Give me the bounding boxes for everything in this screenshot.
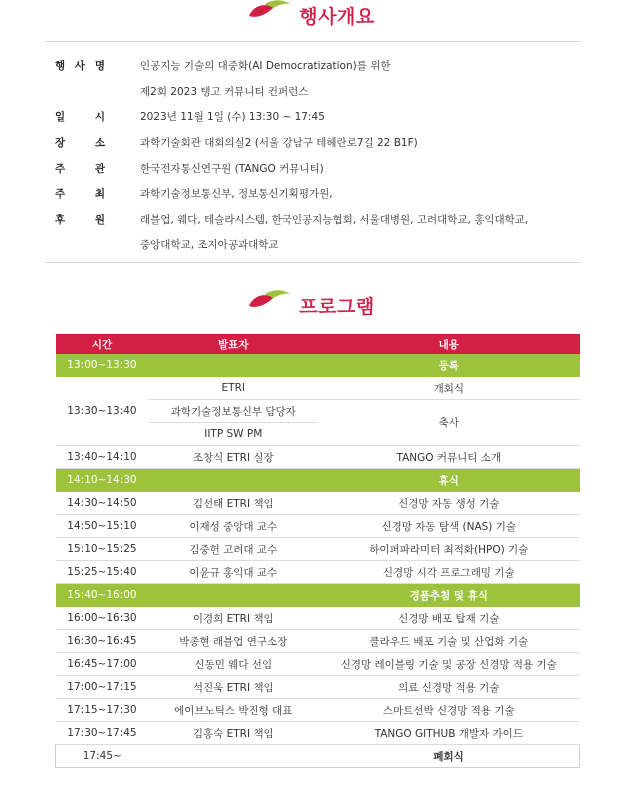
middle-divider (45, 262, 580, 263)
cell-content: 등록 (318, 354, 579, 377)
info-label: 후 원 (55, 213, 105, 226)
header-time: 시간 (56, 334, 149, 354)
cell-content: 폐회식 (318, 745, 579, 768)
cell-content: 하이퍼파라미터 최적화(HPO) 기술 (318, 538, 579, 561)
info-row-event-name (55, 53, 585, 79)
info-value: 2023년 11월 1일 (수) 13:30 ~ 17:45 (140, 111, 325, 124)
info-value: 인공지능 기술의 대중화(AI Democratization)를 위한 (140, 60, 391, 73)
cell-speaker: 이윤규 홍익대 교수 (148, 561, 318, 584)
overview-heading (0, 2, 622, 29)
table-row (56, 561, 580, 584)
cell-speaker: 에이브노틱스 박진형 대표 (148, 699, 318, 722)
info-label: 주 관 (55, 162, 105, 175)
cell-speaker: 김중헌 고려대 교수 (148, 538, 318, 561)
tango-leaf-logo-icon (247, 0, 291, 20)
overview-info-list (55, 53, 585, 258)
cell-time: 17:00~17:15 (56, 676, 149, 699)
cell-content: 스마트선박 신경망 적용 기술 (318, 699, 579, 722)
info-label: 행 사 명 (55, 60, 105, 73)
info-value: 중앙대학교, 조지아공과대학교 (140, 239, 279, 252)
cell-content: 신경망 자동 탐색 (NAS) 기술 (318, 515, 579, 538)
cell-speaker: 신동민 웨다 선임 (148, 653, 318, 676)
info-row-sponsors (55, 207, 585, 233)
info-label: 일 시 (55, 111, 105, 124)
info-row-date (55, 104, 585, 130)
cell-speaker: IITP SW PM (148, 423, 318, 446)
top-divider (45, 41, 580, 42)
cell-speaker: 김선태 ETRI 책임 (148, 492, 318, 515)
cell-time: 16:00~16:30 (56, 607, 149, 630)
table-row-break (56, 354, 580, 377)
info-row-venue (55, 130, 585, 156)
cell-content: 신경망 레이블링 기술 및 공장 신경망 적용 기술 (318, 653, 579, 676)
cell-speaker: 박종현 래블업 연구소장 (148, 630, 318, 653)
header-content: 내용 (318, 334, 579, 354)
cell-time: 15:40~16:00 (56, 584, 149, 607)
info-value: 한국전자통신연구원 (TANGO 커뮤니티) (140, 162, 324, 175)
table-row-break (56, 469, 580, 492)
info-value: 래블업, 웨다, 테슬라시스템, 한국인공지능협회, 서울대병원, 고려대학교, 홍익대학교, (140, 213, 529, 226)
cell-content: 개회식 (318, 377, 579, 400)
cell-speaker: 과학기술정보통신부 담당자 (148, 400, 318, 423)
table-row-break (56, 584, 580, 607)
cell-content: TANGO GITHUB 개발자 가이드 (318, 722, 579, 745)
table-row (56, 377, 580, 400)
table-row (56, 653, 580, 676)
cell-content: 신경망 자동 생성 기술 (318, 492, 579, 515)
cell-speaker: 조창식 ETRI 실장 (148, 446, 318, 469)
cell-speaker (148, 584, 318, 607)
table-row (56, 492, 580, 515)
table-row-closing (56, 745, 580, 768)
cell-time: 13:00~13:30 (56, 354, 149, 377)
header-speaker: 발표자 (148, 334, 318, 354)
table-row (56, 515, 580, 538)
cell-speaker: 이재성 중앙대 교수 (148, 515, 318, 538)
info-value: 과학기술정보통신부, 정보통신기획평가원, (140, 188, 333, 201)
overview-title: 행사개요 (299, 6, 375, 28)
cell-speaker (148, 469, 318, 492)
program-table (55, 334, 580, 768)
cell-speaker: ETRI (148, 377, 318, 400)
cell-time: 17:45~ (56, 745, 149, 768)
info-row-organizer (55, 155, 585, 181)
cell-time: 17:15~17:30 (56, 699, 149, 722)
table-row (56, 699, 580, 722)
table-row (56, 607, 580, 630)
info-value: 과학기술회관 대회의실2 (서울 강남구 테헤란로7길 22 B1F) (140, 137, 418, 150)
table-row (56, 630, 580, 653)
info-row-event-name-cont (55, 79, 585, 105)
info-label: 장 소 (55, 137, 105, 150)
cell-time: 14:10~14:30 (56, 469, 149, 492)
cell-speaker: 김홍숙 ETRI 책임 (148, 722, 318, 745)
info-row-sponsors-cont (55, 232, 585, 258)
cell-content: TANGO 커뮤니티 소개 (318, 446, 579, 469)
cell-time: 15:10~15:25 (56, 538, 149, 561)
info-label: 주 최 (55, 188, 105, 201)
cell-time: 16:45~17:00 (56, 653, 149, 676)
cell-time: 14:50~15:10 (56, 515, 149, 538)
cell-speaker: 석진욱 ETRI 책임 (148, 676, 318, 699)
cell-speaker: 이경희 ETRI 책임 (148, 607, 318, 630)
cell-time: 14:30~14:50 (56, 492, 149, 515)
cell-content: 신경망 배포 탑재 기술 (318, 607, 579, 630)
table-row (56, 446, 580, 469)
program-title: 프로그램 (299, 296, 375, 318)
cell-time: 15:25~15:40 (56, 561, 149, 584)
cell-content: 축사 (318, 400, 579, 446)
cell-speaker (148, 745, 318, 768)
cell-content: 신경망 시각 프로그래밍 기술 (318, 561, 579, 584)
table-row (56, 722, 580, 745)
info-row-host (55, 181, 585, 207)
cell-speaker (148, 354, 318, 377)
info-value: 제2회 2023 탱고 커뮤니티 컨퍼런스 (140, 85, 309, 98)
cell-time: 13:40~14:10 (56, 446, 149, 469)
program-heading (0, 292, 622, 319)
table-header-row (56, 334, 580, 354)
tango-leaf-logo-icon (247, 290, 291, 310)
cell-time: 13:30~13:40 (56, 377, 149, 446)
cell-content: 경품추첨 및 휴식 (318, 584, 579, 607)
table-row (56, 538, 580, 561)
cell-time: 17:30~17:45 (56, 722, 149, 745)
cell-content: 클라우드 배포 기술 및 산업화 기술 (318, 630, 579, 653)
cell-time: 16:30~16:45 (56, 630, 149, 653)
cell-content: 휴식 (318, 469, 579, 492)
cell-content: 의료 신경망 적용 기술 (318, 676, 579, 699)
table-row (56, 676, 580, 699)
